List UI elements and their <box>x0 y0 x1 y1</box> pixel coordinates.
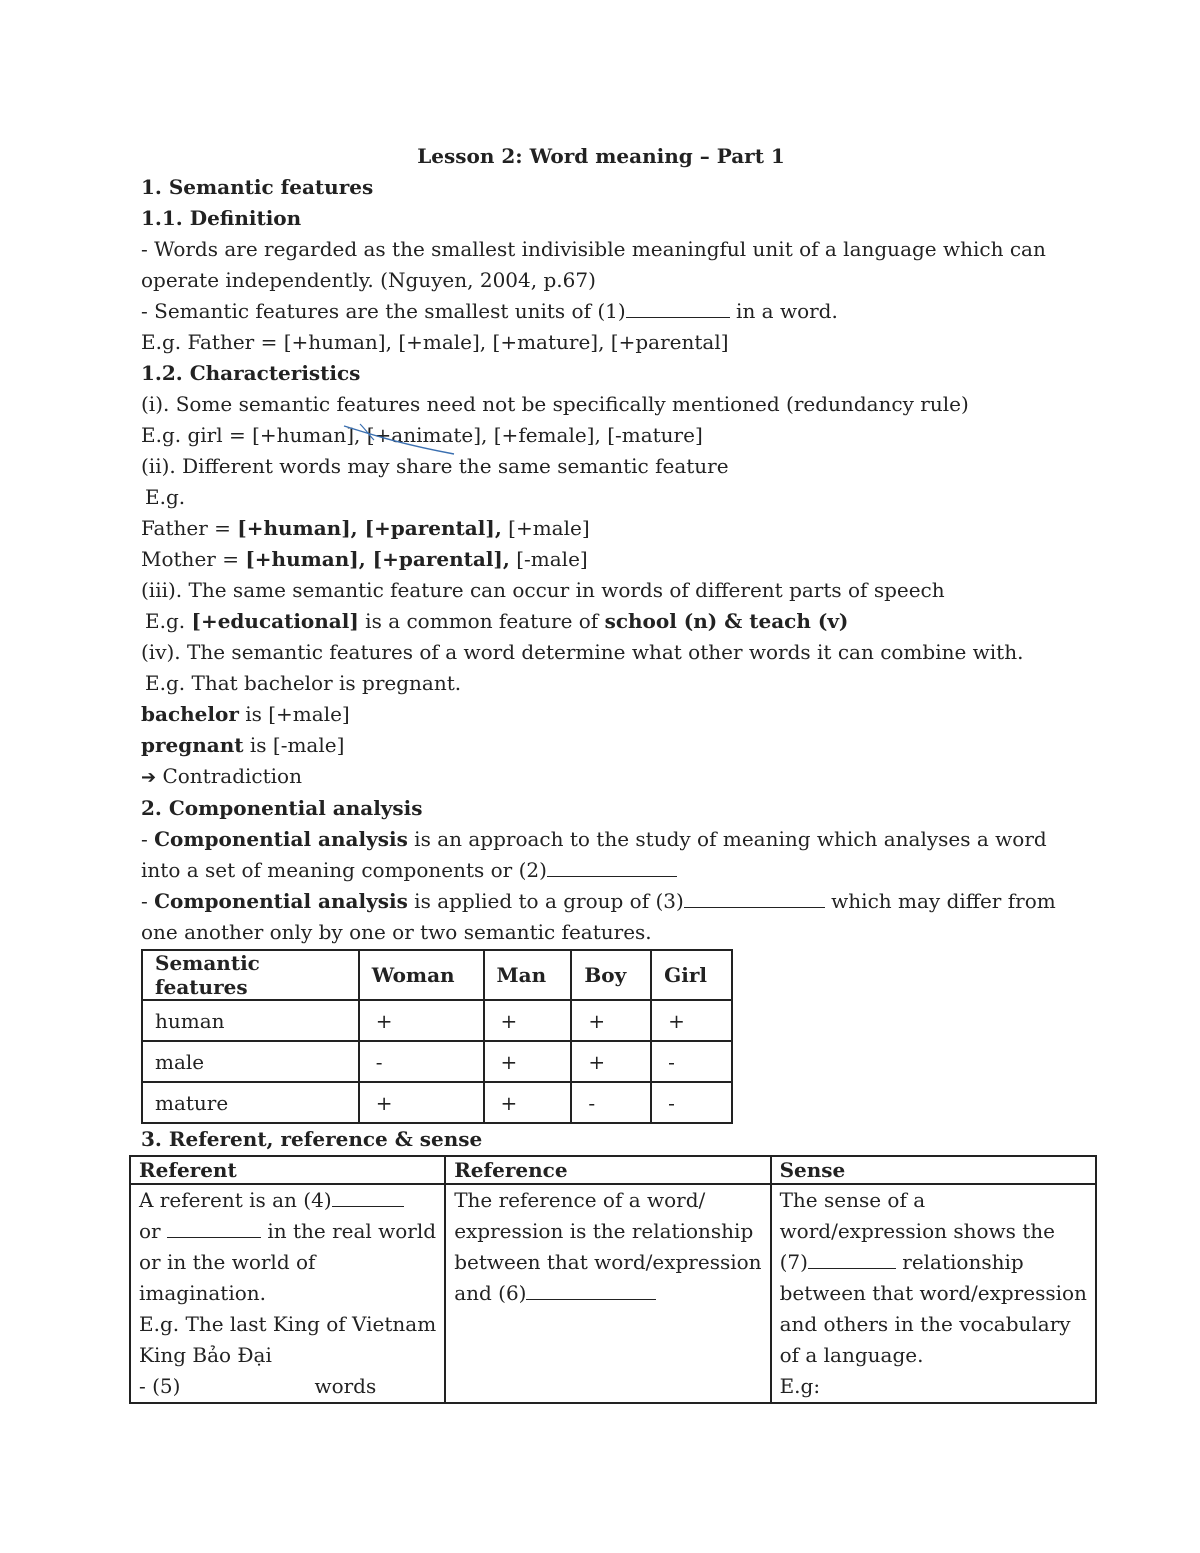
bachelor-rest: is [+male] <box>238 702 350 726</box>
table-cell: + <box>571 1041 651 1082</box>
educational-feature: [+educational] <box>191 609 359 633</box>
table-header-row <box>130 1156 1096 1184</box>
father-features <box>141 513 1061 544</box>
referent-text: or <box>139 1219 167 1243</box>
table-header-row <box>142 950 732 1000</box>
mother-label: Mother = <box>141 547 246 571</box>
definition-heading: 1.1. Definition <box>141 206 302 230</box>
table-header-cell: Sense <box>771 1156 1096 1184</box>
table-header-cell: Reference <box>445 1156 770 1184</box>
table-row <box>142 1082 732 1123</box>
referent-text: words <box>314 1374 377 1398</box>
table-header-cell: Boy <box>571 950 651 1000</box>
referent-line <box>139 1185 436 1216</box>
referent-line <box>139 1371 436 1402</box>
sense-line: word/expression shows the <box>779 1219 1056 1243</box>
bachelor-word: bachelor <box>141 702 239 726</box>
blank-4[interactable] <box>332 1186 404 1207</box>
table-header-cell: Referent <box>130 1156 445 1184</box>
componential-analysis-term: Componential analysis <box>154 827 408 851</box>
componential-paragraph-2-text-a: is applied to a group of (3) <box>407 889 684 913</box>
eg-middle-text: is a common feature of <box>358 609 605 633</box>
componential-paragraph-1-text: is an approach to the study of meaning which analyses a word into a set of meaning components or (2) <box>141 827 1047 882</box>
blank-6[interactable] <box>526 1279 656 1300</box>
reference-line: expression is the relationship <box>454 1219 754 1243</box>
table-cell: male <box>142 1041 359 1082</box>
mother-shared-features: [+human], [+parental], <box>245 547 510 571</box>
document-page <box>139 141 1087 1405</box>
table-cell: + <box>359 1082 484 1123</box>
father-label: Father = <box>141 516 238 540</box>
blank-3[interactable] <box>684 887 825 908</box>
mother-distinct-feature: [-male] <box>509 547 588 571</box>
componential-paragraph-2-text-b: which may differ from one another only by one or two semantic features. <box>141 889 1056 944</box>
table-cell: + <box>651 1000 732 1041</box>
pregnant-feature <box>141 730 1061 761</box>
contradiction-text: Contradiction <box>162 764 302 788</box>
dash: - <box>141 827 155 851</box>
sense-line <box>780 1247 1087 1278</box>
characteristic-1-example: E.g. girl = [+human], [+animate], [+female], [-mature] <box>141 423 703 447</box>
referent-line: King Bảo Đại <box>139 1343 272 1367</box>
eg-label: E.g. <box>145 609 192 633</box>
blank-4b[interactable] <box>167 1217 261 1238</box>
semantic-features-table <box>141 949 733 1124</box>
table-row <box>130 1184 1096 1403</box>
reference-cell <box>445 1184 770 1403</box>
characteristics-heading: 1.2. Characteristics <box>141 361 361 385</box>
blank-1[interactable] <box>626 297 730 318</box>
table-header-cell: Man <box>484 950 572 1000</box>
referent-line: E.g. The last King of Vietnam <box>139 1312 437 1336</box>
table-header-cell: Woman <box>359 950 484 1000</box>
sense-text: (7) <box>779 1250 808 1274</box>
definition-text: - Words are regarded as the smallest indivisible meaningful unit of a language which can operate independently. (Nguyen, 2004, p.67) <box>141 237 1046 292</box>
reference-line: The reference of a word/ <box>454 1188 706 1212</box>
referent-reference-sense-table <box>129 1155 1097 1404</box>
ref-table-wrapper <box>139 1155 1087 1405</box>
reference-text: and (6) <box>454 1281 527 1305</box>
pregnant-word: pregnant <box>141 733 244 757</box>
pregnant-rest: is [-male] <box>243 733 345 757</box>
referent-text: A referent is an (4) <box>139 1188 332 1212</box>
contradiction-line <box>141 761 1061 793</box>
characteristic-4-example: E.g. That bachelor is pregnant. <box>145 671 462 695</box>
definition-blank-1-post: in a word. <box>729 299 838 323</box>
table-header-cell: Girl <box>651 950 732 1000</box>
table-cell: - <box>651 1082 732 1123</box>
definition-blank-1-pre: - Semantic features are the smallest units of (1) <box>141 299 626 323</box>
referent-line: imagination. <box>139 1281 267 1305</box>
table-cell: + <box>484 1082 572 1123</box>
referent-text: - (5) <box>139 1374 181 1398</box>
sense-cell <box>771 1184 1096 1403</box>
father-distinct-feature: [+male] <box>501 516 590 540</box>
componential-paragraph-2 <box>141 886 1056 948</box>
definition-example: E.g. Father = [+human], [+male], [+mature], [+parental] <box>141 330 729 354</box>
sense-text: relationship <box>895 1250 1024 1274</box>
table-row <box>142 1041 732 1082</box>
section-2-heading: 2. Componential analysis <box>141 796 423 820</box>
mother-features <box>141 544 1061 575</box>
page-title: Lesson 2: Word meaning – Part 1 <box>417 144 785 168</box>
table-cell: human <box>142 1000 359 1041</box>
table-cell: - <box>571 1082 651 1123</box>
table-cell: + <box>359 1000 484 1041</box>
characteristic-1: (i). Some semantic features need not be specifically mentioned (redundancy rule) <box>141 392 969 416</box>
sense-line: between that word/expression <box>779 1281 1087 1305</box>
characteristic-2-eg-label: E.g. <box>145 485 186 509</box>
characteristic-3: (iii). The same semantic feature can occur in words of different parts of speech <box>141 578 945 602</box>
referent-line: or in the world of <box>139 1250 316 1274</box>
sense-line: and others in the vocabulary <box>779 1312 1071 1336</box>
componential-paragraph-1 <box>141 824 1056 886</box>
section-3-heading: 3. Referent, reference & sense <box>141 1127 483 1151</box>
table-cell: - <box>651 1041 732 1082</box>
referent-text: in the real world <box>260 1219 437 1243</box>
dash: - <box>141 889 155 913</box>
characteristic-3-example <box>141 606 1061 637</box>
table-header-cell: Semantic features <box>142 950 359 1000</box>
sense-line: of a language. <box>779 1343 924 1367</box>
componential-analysis-term: Componential analysis <box>154 889 408 913</box>
definition-blank-1 <box>141 296 1061 327</box>
arrow-right-icon: ➔ <box>141 767 157 788</box>
characteristic-2: (ii). Different words may share the same semantic feature <box>141 454 729 478</box>
reference-line <box>454 1278 761 1309</box>
sense-line: E.g: <box>779 1374 821 1398</box>
blank-2[interactable] <box>547 856 677 877</box>
section-1-heading: 1. Semantic features <box>141 175 374 199</box>
reference-line: between that word/expression <box>454 1250 762 1274</box>
table-cell: + <box>484 1041 572 1082</box>
sense-line: The sense of a <box>779 1188 926 1212</box>
father-shared-features: [+human], [+parental], <box>237 516 502 540</box>
table-cell: + <box>571 1000 651 1041</box>
table-cell: + <box>484 1000 572 1041</box>
characteristic-4: (iv). The semantic features of a word determine what other words it can combine with. <box>141 640 1024 664</box>
table-cell: mature <box>142 1082 359 1123</box>
referent-line <box>139 1216 436 1247</box>
referent-cell <box>130 1184 445 1403</box>
table-cell: - <box>359 1041 484 1082</box>
bachelor-feature <box>141 699 1061 730</box>
table-row <box>142 1000 732 1041</box>
blank-7[interactable] <box>808 1248 896 1269</box>
school-teach-words: school (n) & teach (v) <box>604 609 849 633</box>
